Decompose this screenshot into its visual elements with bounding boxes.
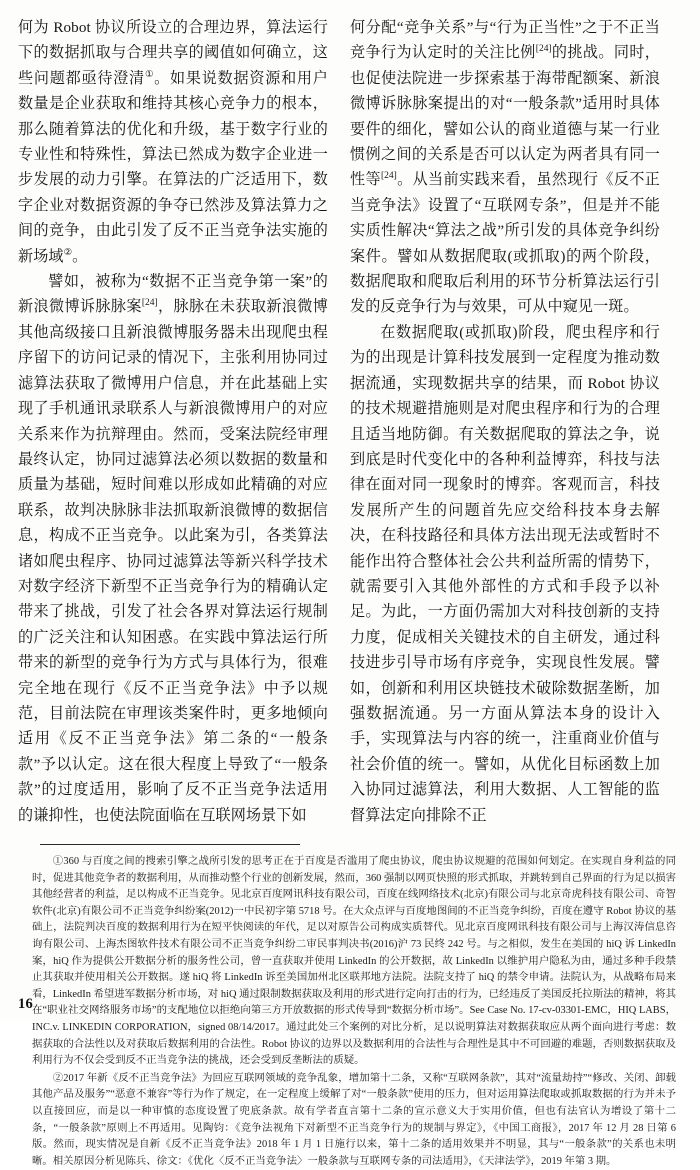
paragraph-text-end: 。 <box>72 248 88 265</box>
footnote-marker-icon[interactable]: ① <box>144 69 155 80</box>
paragraph <box>18 270 328 829</box>
paragraph-text: 譬如，被称为“数据不正当竞争第一案”的新浪微博诉脉脉案 <box>18 274 328 316</box>
footnote-text: 2017 年新《反不正当竞争法》为回应互联网领域的竞争乱象，增加第十二条，又称“互联网条款”，其对“流量劫持”“修改、关闭、卸载其他产品及服务”“恶意不兼容”等行为作了规定，在一定程度上缓解了对“一般条款”使用的压力，但对运用算法爬取或抓取数据的行为并未予以直接回应，而是以一种审慎的态度设置了兜底条款。故有学者直言第十二条的宣示意义大于实用价值，但也有法官认为增设了第十二条，“一般条款”原则上不再适用。见陶钧：《竞争法视角下对新型不正当竞争行为的规制与界定》，《中国工商报》，2017 年 12 月 28 日第 6 版。然而，现实情况是自新《反不正当竞争法》2018 年 1 月 1 日施行以来，第十二条的适用效果并不明显，其与“一般条款”的关系也未明晰。相关原因分析见陈兵、徐文：《优化〈反不正当竞争法〉一般条款与互联网专条的司法适用》，《天津法学》，2019 年第 3 期。 <box>32 1072 676 1167</box>
paragraph <box>18 16 328 270</box>
paragraph <box>350 321 660 829</box>
paragraph <box>350 16 660 321</box>
footnote-marker: ① <box>52 856 64 867</box>
right-column <box>350 16 660 829</box>
body-columns <box>18 16 682 829</box>
footnotes-section <box>18 854 682 1170</box>
paragraph-text: 何分配“竞争关系”与“行为正当性”之于不正当竞争行为认定时的关注比例 <box>350 20 660 62</box>
paragraph-text-cont: 的挑战。同时，也促使法院进一步探索基于海带配额案、新浪微博诉脉脉案提出的对“一般条款”适用时具体要件的细化，譬如公认的商业道德与某一行业惯例之间的关系是否可以认定为两者具有同一性等 <box>350 45 661 189</box>
footnote-item <box>32 1071 676 1170</box>
citation-marker[interactable]: [24] <box>141 298 158 309</box>
footnote-item <box>32 854 676 1070</box>
paragraph-text: 何为 Robot 协议所设立的合理边界，算法运行下的数据抓取与合理共享的阈值如何确立，这些问题都亟待澄清 <box>18 20 328 87</box>
left-column <box>18 16 328 829</box>
paragraph-text-cont: ，脉脉在未获取新浪微博其他高级接口且新浪微博服务器未出现爬虫程序留下的访问记录的情况下，主张利用协同过滤算法获取了微博用户信息，并在此基础上实现了手机通讯录联系人与新浪微博用户的对应关系来作为抗辩理由。然而，受案法院经审理最终认定，协同过滤算法必须以数据的数量和质量为基础，短时间难以形成如此精确的对应联系，故判决脉脉非法抓取新浪微博的数据信息，构成不正当竞争。以此案为引，各类算法诸如爬虫程序、协同过滤算法等新兴科学技术对数字经济下新型不正当竞争行为的精确认定带来了挑战，引发了社会各界对算法运行规制的广泛关注和认知困惑。在实践中算法运行所带来的新型的竞争行为方式与具体行为，很难完全地在现行《反不正当竞争法》中予以规范，目前法院在审理该类案件时，更多地倾向适用《反不正当竞争法》第二条的“一般条款”予以认定。这在很大程度上导致了“一般条款”的过度适用，影响了反不正当竞争法适用的谦抑性，也使法院面临在互联网场景下如 <box>18 299 328 824</box>
paragraph-text-cont: 。如果说数据资源和用户数量是企业获取和维持其核心竞争力的根本，那么随着算法的优化和升级，基于数字行业的专业性和特殊性，算法已然成为数字企业进一步发展的动力引擎。在算法的广泛适用下，数字企业对数据资源的争夺已然涉及算法算力之间的竞争，由此引发了反不正当竞争法实施的新场域 <box>18 70 328 265</box>
paragraph-text: 在数据爬取(或抓取)阶段，爬虫程序和行为的出现是计算科技发展到一定程度为推动数据流通，实现数据共享的结果，而 Robot 协议的技术规避措施则是对爬虫程序和行为的合理且适当地防御。有关数据爬取的算法之争，说到底是时代变化中的各种利益博弈，科技与法律在面对同一现象时的博弈。客观而言，科技发展所产生的问题首先应交给科技本身去解决，在科技路径和具体方法出现无法或暂时不能作出符合整体社会公共利益所需的情势下，就需要引入其他外部性的方式和手段予以补足。为此，一方面仍需加大对科技创新的支持力度，促成相关关键技术的自主研发，通过科技进步引导市场有序竞争，实现良性发展。譬如，创新和利用区块链技术破除数据垄断，加强数据流通。另一方面从算法本身的设计入手，实现算法与内容的统一，注重商业价值与社会价值的统一。譬如，从优化目标函数上加入协同过滤算法，利用大数据、人工智能的监督算法定向排除不正 <box>350 324 660 824</box>
footnote-text: 360 与百度之间的搜索引擎之战所引发的思考正在于百度是否滥用了爬虫协议，爬虫协议规避的范围如何划定。在实现自身利益的同时，促进其他竞争者的数据利用，从而推动整个行业的创新发展，然而，360 强制以网页快照的形式抓取，并跳转到自己界面的行为足以损害其他经营者的利益，足以构成不正当竞争。见北京百度网讯科技有限公司，百度在线网络技术(北京)有限公司与北京奇虎科技有限公司、奇智软件(北京)有限公司不正当竞争纠纷案(2012)一中民初字第 5718 号。在大众点评与百度地图间的不正当竞争纠纷，百度在遵守 Robot 协议的基础上，法院判决百度的数据利用行为在短平快阅读的年代，足以对原告公司构成实质替代。见北京百度网讯科技有限公司与上海汉涛信息咨询有限公司、上海杰图软件技术有限公司不正当竞争纠纷二审民事判决书(2016)沪 73 民终 242 号。与之相似，发生在美国的 hiQ 诉 LinkedIn 案，hiQ 作为提供公开数据分析的服务性公司，曾一直获取并使用 LinkedIn 的公开数据，故 LinkedIn 以维护用户隐私为由，通过多种手段禁止其获取并使用相关公开数据。遂 hiQ 将 LinkedIn 诉至美国加州北区联邦地方法院。法院支持了 hiQ 的禁令申请。法院认为，从战略布局来看，LinkedIn 希望进军数据分析市场，对 hiQ 通过限制数据获取及利用的形式进行定向打击的行为，已经违反了美国反托拉斯法的精神，将其在“职业社交网络服务市场”的支配地位以拒绝向第三方开放数据的形式传导到“数据分析市场”。See Case No. 17-cv-03301-EMC，HIQ LABS，INC.v. LINKEDIN CORPORATION，signed 08/14/2017。通过此处三个案例的对比分析，足以说明算法对数据获取应从两个面向进行考虑：数据获取的合法性以及对获取后数据利用的合法性。Robot 协议的边界以及数据利用的合法性与合理性是其中不可回避的难题，否则数据获取及利用行为不仅会受到反不正当竞争法的挑战，还会受到反垄断法的质疑。 <box>32 856 677 1067</box>
footnote-separator <box>40 844 300 845</box>
page-number: 16 <box>18 996 34 1012</box>
paragraph-text-end: 。从当前实践来看，虽然现行《反不正当竞争法》设置了“互联网专条”，但是并不能实质性解决“算法之战”所引发的具体竞争纠纷案件。譬如从数据爬取(或抓取)的两个阶段，数据爬取和爬取后利用的环节分析算法运行引发的反竞争行为与效果，可从中窥见一斑。 <box>350 172 660 316</box>
footnote-marker: ② <box>52 1072 64 1084</box>
citation-marker[interactable]: [24] <box>380 171 397 182</box>
footnote-marker-icon[interactable]: ② <box>63 247 73 258</box>
citation-marker[interactable]: [24] <box>535 44 552 55</box>
